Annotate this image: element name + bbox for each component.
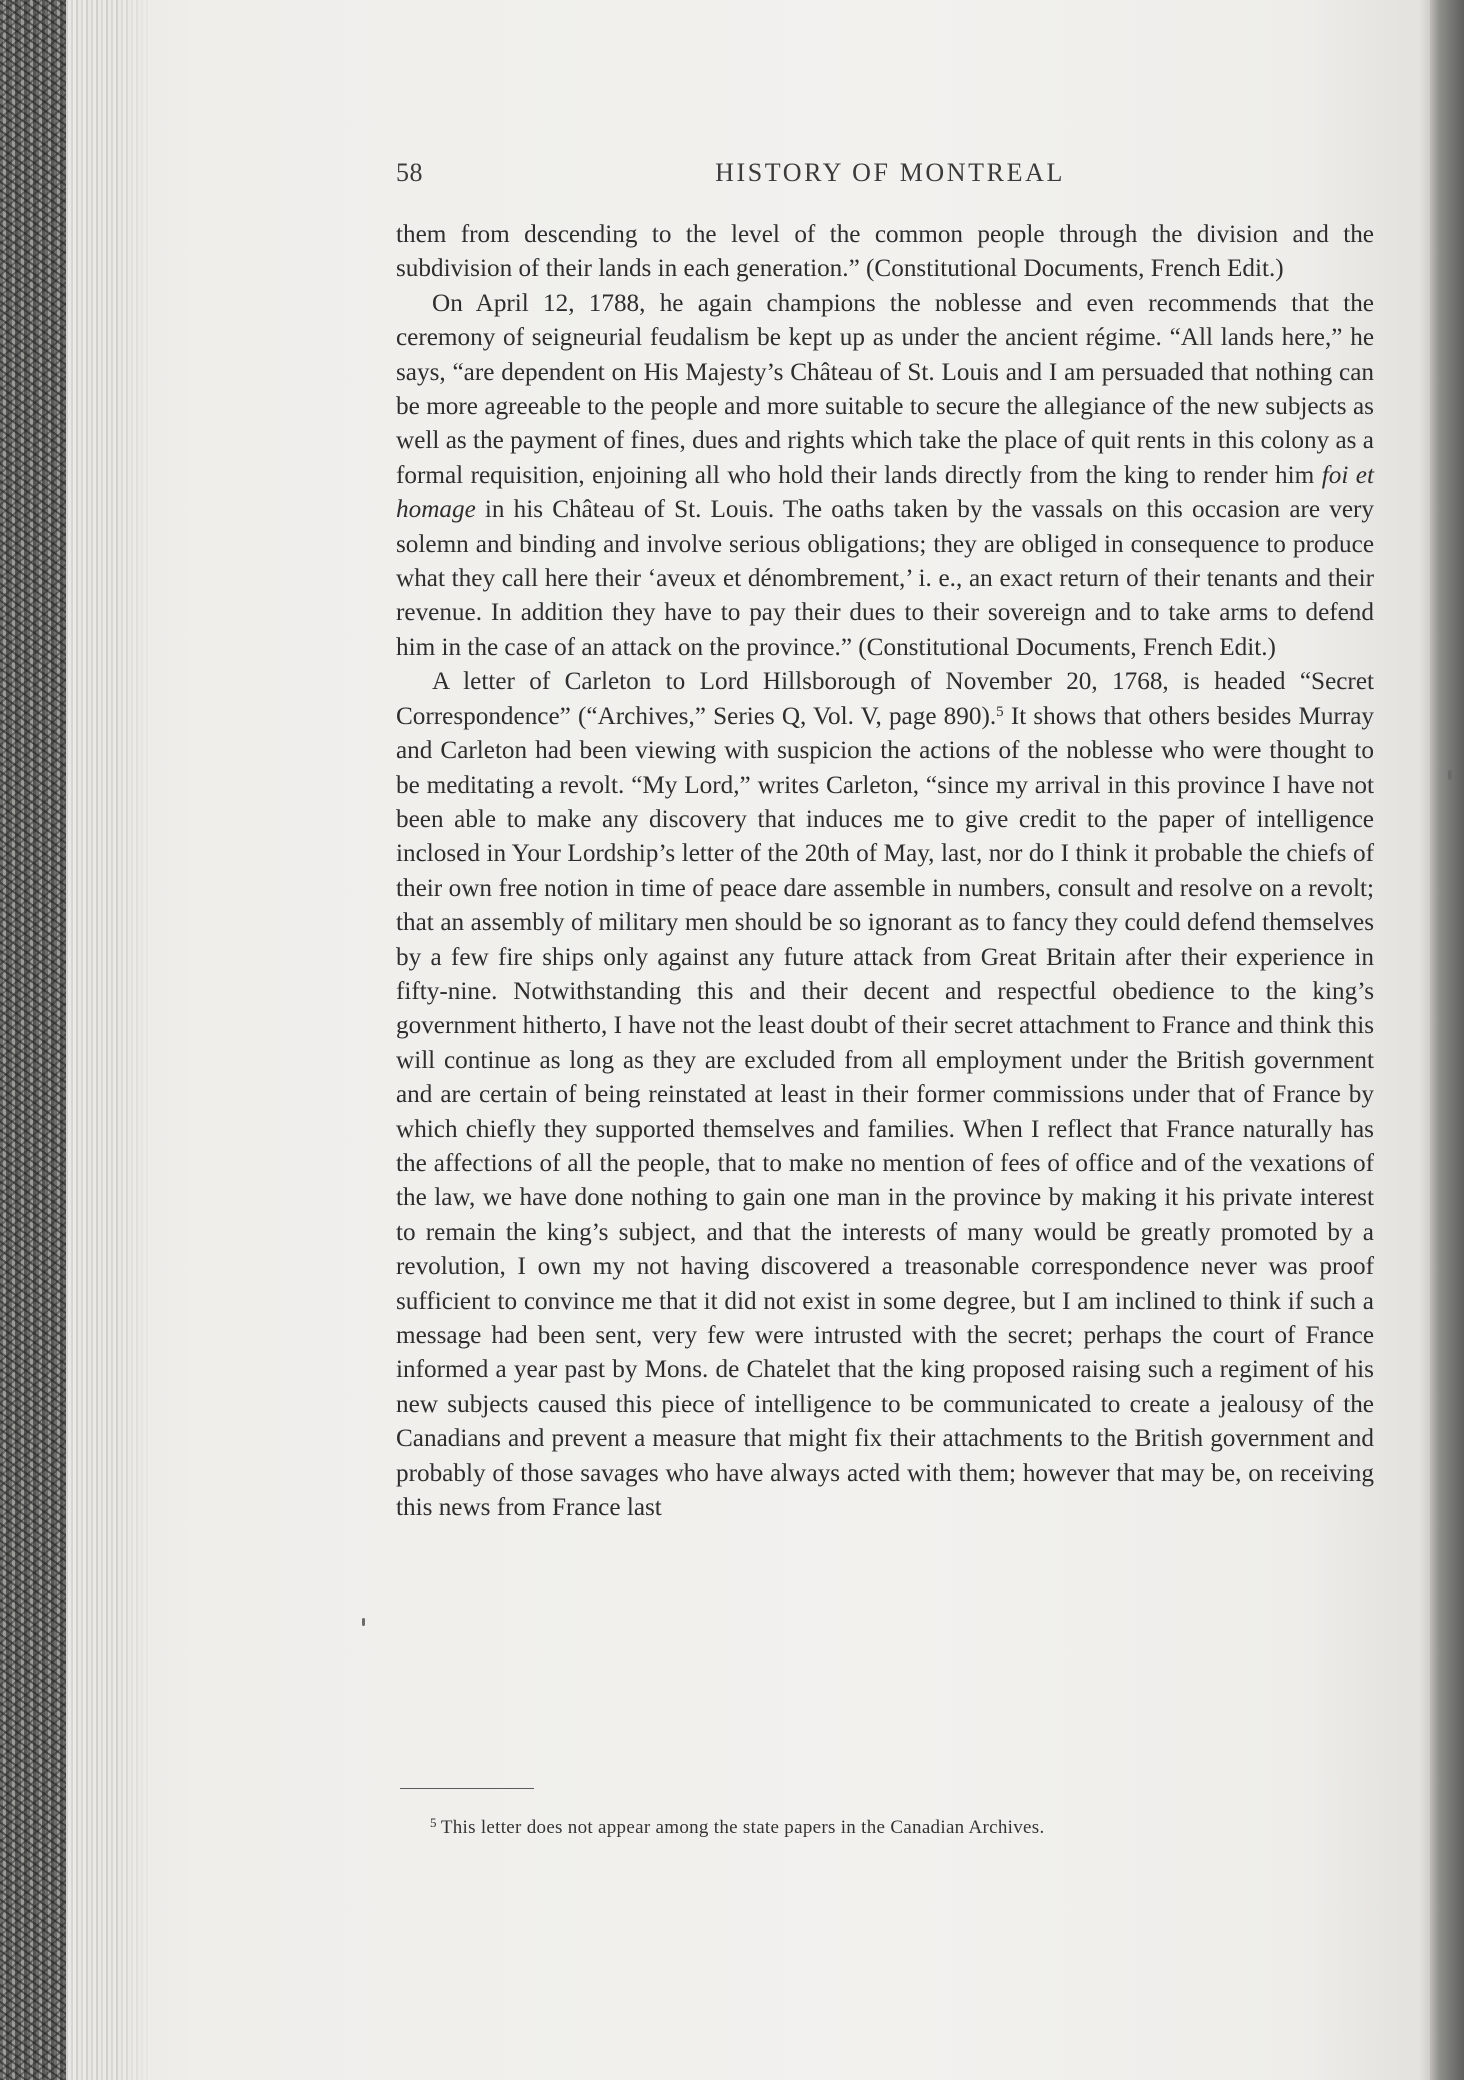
paragraph bbox=[396, 218, 1374, 287]
scan-speck bbox=[362, 1618, 365, 1626]
text-run: It shows that others besides Murray and Carleton had been viewing with suspicion the actions of the noblesse who were thought to be meditating a revolt. “My Lord,” writes Carleton, “since my arrival in this province I have not been able to make any discovery that induces me to give credit to the paper of intelligence inclosed in Your Lordship’s letter of the 20th of May, last, nor do I think it probable the chiefs of their own free notion in time of peace dare assemble in numbers, consult and resolve on a revolt; that an assembly of military men should be so ignorant as to fancy they could defend themselves by a few fire ships only against any future attack from Great Britain after their experience in fifty-nine. Notwithstanding this and their decent and respectful obedience to the king’s government hitherto, I have not the least doubt of their secret attachment to France and think this will continue as long as they are excluded from all employment under the British government and are certain of being reinstated at least in their former commissions under that of France by which chiefly they supported themselves and families. When I reflect that France naturally has the affections of all the people, that to make no mention of fees of office and of the vexations of the law, we have done nothing to gain one man in the province by making it his private interest to remain the king’s subject, and that the interests of many would be greatly promoted by a revolution, I own my not having discovered a treasonable correspondence never was proof sufficient to convince me that it did not exist in some degree, but I am inclined to think if such a message had been sent, very few were intrusted with the secret; perhaps the court of France informed a year past by Mons. de Chatelet that the king proposed raising such a regiment of his new subjects caused this piece of intelligence to be communicated to create a jealousy of the Canadians and prevent a measure that might fix their attachments to the British government and probably of those savages who have always acted with them; however that may be, on receiving this news from France last bbox=[396, 702, 1374, 1522]
scan-right-border bbox=[1430, 0, 1464, 2080]
paragraph bbox=[396, 665, 1374, 1525]
text-run: On April 12, 1788, he again champions the noblesse and even recommends that the ceremony of seigneurial feudalism be kept up as under the ancient régime. “All lands here,” he says, “are dependent on His Majesty’s Château of St. Louis and I am persuaded that nothing can be more agreeable to the people and more suitable to secure the allegiance of the new subjects as well as the payment of fines, dues and rights which take the place of quit rents in this colony as a formal requisition, enjoining all who hold their lands directly from the king to render him bbox=[396, 289, 1374, 489]
footnote-reference: 5 bbox=[996, 703, 1004, 720]
footnote bbox=[430, 1810, 1370, 1841]
page-number: 58 bbox=[396, 158, 423, 187]
text-run: them from descending to the level of the common people through the division and the subdivision of their lands in each generation.” (Constitutional Documents, French Edit.) bbox=[396, 221, 1374, 283]
book-binding bbox=[0, 0, 66, 2080]
body-text bbox=[396, 218, 1374, 1525]
text-run: A letter of Carleton to Lord Hillsborough of November 20, 1768, is headed “Secret Correspondence” (“Archives,” Series Q, Vol. V, page 890). bbox=[396, 668, 1374, 730]
text-run: in his Château of St. Louis. The oaths taken by the vassals on this occasion are very solemn and binding and involve serious obligations; they are obliged in consequence to produce what they call here their ‘aveux et dénombrement,’ i. e., an exact return of their tenants and their revenue. In addition they have to pay their dues to their sovereign and to take arms to defend him in the case of an attack on the province.” (Constitutional Documents, French Edit.) bbox=[396, 496, 1374, 661]
italic-phrase: foi et homage bbox=[396, 461, 1374, 524]
scan-speck bbox=[1448, 770, 1452, 780]
running-header bbox=[396, 158, 1374, 198]
running-title: HISTORY OF MONTREAL bbox=[715, 158, 1065, 187]
footnote-rule bbox=[400, 1788, 534, 1789]
footnote-mark: 5 bbox=[430, 1815, 437, 1830]
paragraph bbox=[396, 287, 1374, 665]
footnote-text: This letter does not appear among the state papers in the Canadian Archives. bbox=[440, 1817, 1045, 1838]
page-right-margin bbox=[1420, 0, 1430, 2080]
page-edges bbox=[66, 0, 156, 2080]
